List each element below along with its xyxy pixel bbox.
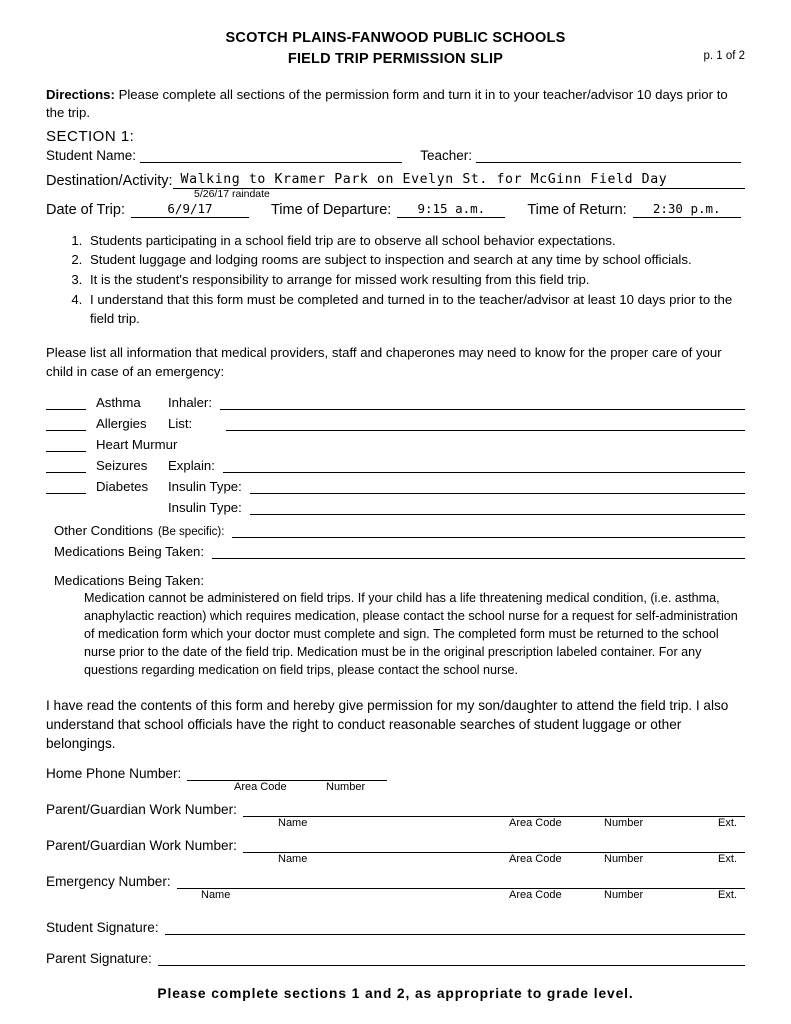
other-conditions-input[interactable] <box>232 524 745 538</box>
list-item: 2. Student luggage and lodging rooms are subject to inspection and search at any time by school officials. <box>86 251 745 270</box>
home-phone-input[interactable] <box>187 766 387 781</box>
date-row <box>46 187 745 218</box>
destination-label: Destination/Activity: <box>46 172 173 189</box>
caption-number: Number <box>604 816 644 829</box>
other-conditions-label: Other Conditions <box>54 523 153 539</box>
caption-ext: Ext. <box>718 852 737 865</box>
home-phone-captions <box>46 781 745 796</box>
student-name-input[interactable] <box>140 148 402 163</box>
heart-murmur-checkbox-blank[interactable] <box>46 438 86 452</box>
header-line-2: FIELD TRIP PERMISSION SLIP <box>287 51 504 68</box>
emergency-phone-row <box>46 874 745 889</box>
directions-label: Directions: <box>46 87 115 103</box>
teacher-label: Teacher: <box>420 147 472 163</box>
date-label: Date of Trip: <box>46 201 125 218</box>
header-line-1: SCOTCH PLAINS-FANWOOD PUBLIC SCHOOLS <box>225 30 566 46</box>
caption-area-code: Area Code <box>509 888 562 901</box>
destination-input[interactable]: Walking to Kramer Park on Evelyn St. for McGinn Field Day <box>173 172 745 189</box>
condition-name: Asthma <box>96 395 141 411</box>
medications-body-text: Medication cannot be administered on field trips. If your child has a life threatening medical condition, (i.e. asthma, anaphylactic reaction) which requires medication, please contact the school nurse for a request for self-administration of medication form which your doctor must complete and sign. The completed form must be returned to the school nurse prior to the date of the field trip. Medication must be in the original prescription labeled container. For any questions regarding medication on field trips, please contact the school nurse. <box>84 591 738 677</box>
work-phone-captions-1 <box>46 817 745 832</box>
conditions-table <box>46 395 745 559</box>
home-phone-label: Home Phone Number: <box>46 765 182 781</box>
caption-area-code: Area Code <box>509 852 562 865</box>
caption-ext: Ext. <box>718 888 737 901</box>
date-input[interactable]: 6/9/17 <box>131 201 249 218</box>
teacher-input[interactable] <box>476 148 741 163</box>
student-name-row <box>46 148 745 163</box>
caption-name: Name <box>278 852 308 865</box>
directions-text: Please complete all sections of the permission form and turn it in to your teacher/advisor 10 days prior to the trip. <box>46 87 728 120</box>
list-item: 1. Students participating in a school field trip are to observe all school behavior expectations. <box>86 232 745 251</box>
work-phone-label-2: Parent/Guardian Work Number: <box>46 837 237 853</box>
caption-area-code: Area Code <box>509 816 562 829</box>
condition-row-seizures <box>46 458 745 473</box>
medications-taken-row <box>46 544 745 559</box>
condition-sublabel: Inhaler: <box>168 395 212 411</box>
condition-name: Seizures <box>96 458 148 474</box>
seizures-checkbox-blank[interactable] <box>46 459 86 473</box>
page-number: p. 1 of 2 <box>703 50 745 62</box>
student-signature-row <box>46 920 745 935</box>
directions-paragraph <box>46 86 745 122</box>
destination-row <box>46 172 745 189</box>
condition-row-heart-murmur <box>46 437 745 452</box>
parent-signature-label: Parent Signature: <box>46 950 152 966</box>
parent-signature-input[interactable] <box>158 951 745 966</box>
asthma-inhaler-input[interactable] <box>220 396 745 410</box>
student-signature-label: Student Signature: <box>46 919 159 935</box>
medications-input[interactable] <box>212 545 745 559</box>
rules-list <box>46 232 745 329</box>
caption-area-code: Area Code <box>234 780 287 793</box>
caption-name: Name <box>201 888 231 901</box>
allergies-list-input[interactable] <box>226 417 745 431</box>
condition-row-asthma <box>46 395 745 410</box>
condition-sublabel: Insulin Type: <box>168 479 242 495</box>
condition-row-diabetes <box>46 479 745 494</box>
emergency-phone-label: Emergency Number: <box>46 873 171 889</box>
contacts-section <box>46 766 745 904</box>
student-name-label: Student Name: <box>46 147 137 163</box>
return-label: Time of Return: <box>527 201 627 218</box>
departure-label: Time of Departure: <box>270 201 392 218</box>
parent-signature-row <box>46 951 745 966</box>
list-item: 3. It is the student's responsibility to arrange for missed work resulting from this field trip. <box>86 271 745 290</box>
return-input[interactable]: 2:30 p.m. <box>633 201 741 218</box>
caption-number: Number <box>326 780 366 793</box>
condition-sublabel: Insulin Type: <box>168 500 242 516</box>
other-conditions-row <box>46 523 745 538</box>
condition-row-insulin-2 <box>46 500 745 515</box>
work-phone-label-1: Parent/Guardian Work Number: <box>46 801 237 817</box>
caption-number: Number <box>604 888 644 901</box>
home-phone-row <box>46 766 745 781</box>
emergency-phone-captions <box>46 889 745 904</box>
medical-intro: Please list all information that medical providers, staff and chaperones may need to know for the proper care of your child in case of an emergency: <box>46 345 722 379</box>
work-phone-row-2 <box>46 838 745 853</box>
caption-ext: Ext. <box>718 816 737 829</box>
work-phone-input-1[interactable] <box>243 802 745 817</box>
diabetes-checkbox-blank[interactable] <box>46 480 86 494</box>
caption-name: Name <box>278 816 308 829</box>
caption-number: Number <box>604 852 644 865</box>
work-phone-input-2[interactable] <box>243 838 745 853</box>
asthma-checkbox-blank[interactable] <box>46 396 86 410</box>
list-item: 4. I understand that this form must be completed and turned in to the teacher/advisor at least 10 days prior to the field trip. <box>86 291 745 328</box>
work-phone-captions-2 <box>46 853 745 868</box>
insulin-type-input-2[interactable] <box>250 501 745 515</box>
condition-sublabel: Explain: <box>168 458 215 474</box>
departure-input[interactable]: 9:15 a.m. <box>397 201 505 218</box>
allergies-checkbox-blank[interactable] <box>46 417 86 431</box>
condition-name: Heart Murmur <box>96 437 178 453</box>
document-header <box>46 28 745 70</box>
other-conditions-note: (Be specific): <box>157 526 225 539</box>
footer-note: Please complete sections 1 and 2, as appropriate to grade level. <box>157 985 634 1001</box>
condition-name: Allergies <box>96 416 147 432</box>
section-title: SECTION 1: <box>46 127 135 145</box>
condition-name: Diabetes <box>96 479 149 495</box>
permission-paragraph: I have read the contents of this form and hereby give permission for my son/daughter to attend the field trip. I also understand that school officials have the right to conduct reasonable searches of student luggage or other belongings. <box>46 697 729 752</box>
seizures-explain-input[interactable] <box>223 459 745 473</box>
student-signature-input[interactable] <box>165 920 745 935</box>
insulin-type-input-1[interactable] <box>250 480 745 494</box>
medications-heading: Medications Being Taken: <box>54 573 205 589</box>
raindate-note: 5/26/17 raindate <box>194 187 270 200</box>
work-phone-row-1 <box>46 802 745 817</box>
medications-label: Medications Being Taken: <box>54 544 205 560</box>
condition-row-allergies <box>46 416 745 431</box>
emergency-phone-input[interactable] <box>177 874 745 889</box>
condition-sublabel: List: <box>168 416 193 432</box>
